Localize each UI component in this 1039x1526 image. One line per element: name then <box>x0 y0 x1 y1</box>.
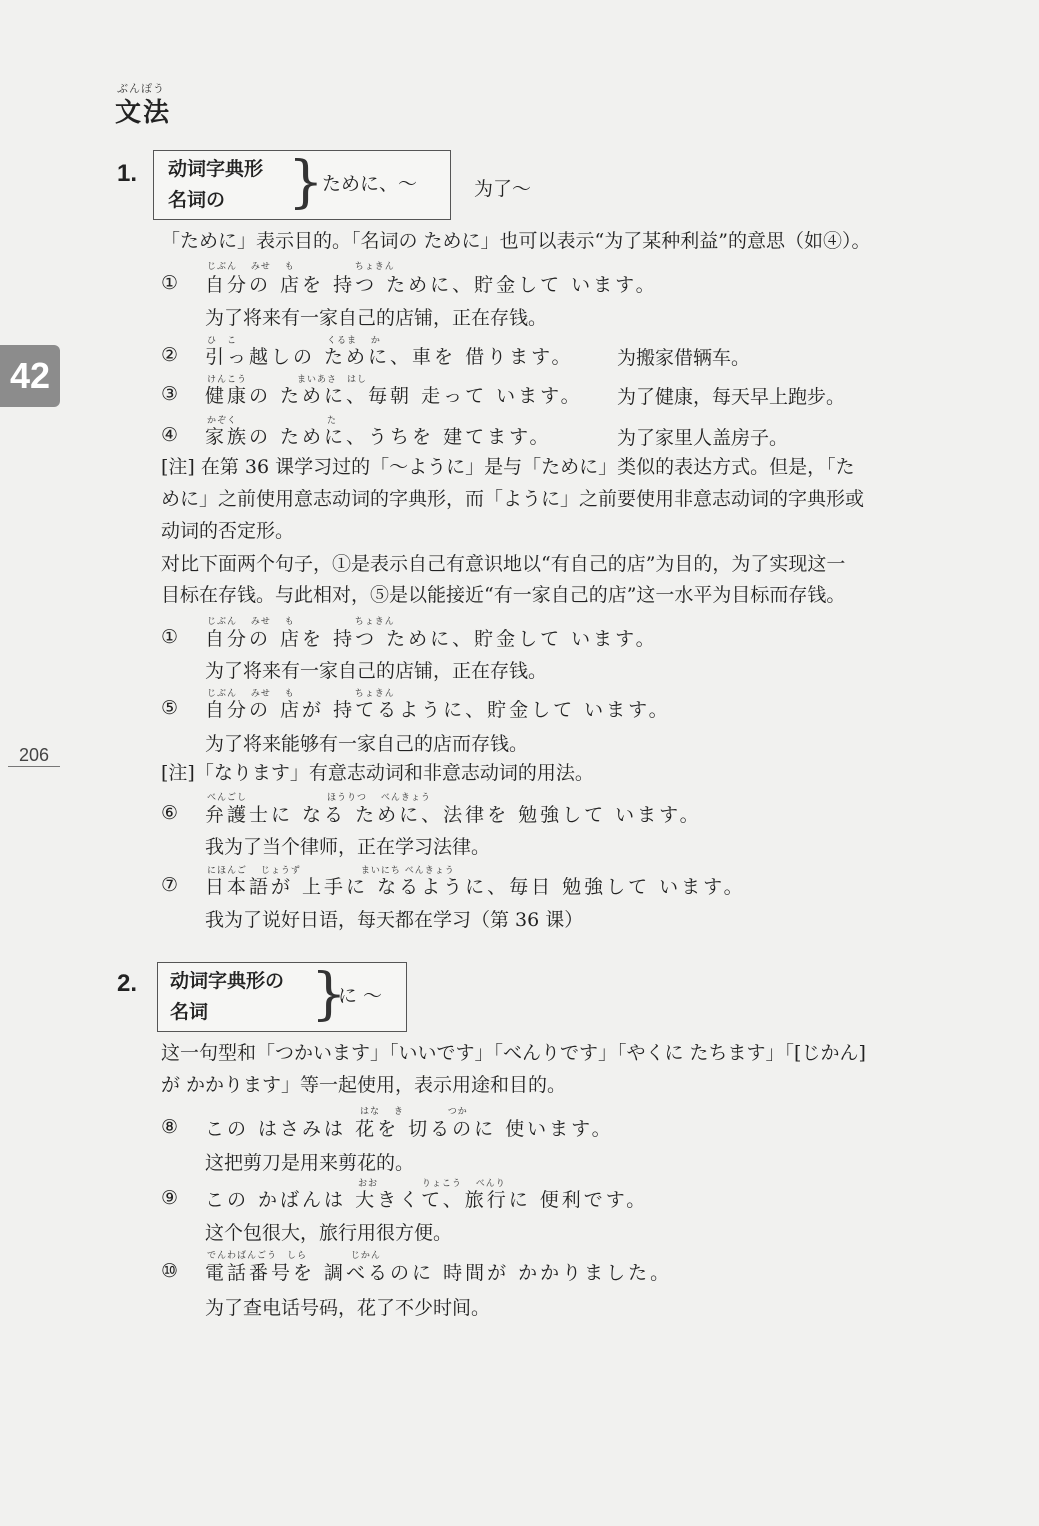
example-number: ⑧ <box>161 1116 179 1138</box>
section2-number: 2. <box>117 970 138 997</box>
section1-translation: 为了～ <box>474 178 532 200</box>
example-japanese: 日本語が 上手に なるように、毎日 勉強して います。 <box>205 876 746 898</box>
example-number: ② <box>161 344 179 366</box>
example-ruby: かぞく た <box>207 416 338 426</box>
section2-pattern-line1: 动词字典形の <box>170 970 285 992</box>
example-number: ① <box>161 626 179 648</box>
note1-line: めに」之前使用意志动词的字典形，而「ように」之前要使用非意志动词的字典形或 <box>161 488 865 510</box>
example-ruby: べんごし ほうりつ べんきょう <box>207 793 431 803</box>
section1-pattern-suffix: ために、～ <box>322 173 418 195</box>
section1-number: 1. <box>117 160 138 187</box>
example-japanese: 家族の ために、うちを 建てます。 <box>205 426 552 448</box>
section2-pattern-box <box>157 962 407 1032</box>
example-translation: 为了家里人盖房子。 <box>617 427 789 449</box>
chapter-tab: 42 <box>0 345 60 407</box>
example-ruby: でんわばんごう しら じかん <box>207 1251 381 1261</box>
example-number: ⑨ <box>161 1187 179 1209</box>
note2: [注]「なります」有意志动词和非意志动词的用法。 <box>161 762 594 784</box>
section1-pattern-box <box>153 150 451 220</box>
example-translation: 为了将来有一家自己的店铺，正在存钱。 <box>205 660 548 682</box>
example-ruby: ひ こ くるま か <box>207 336 381 346</box>
example-number: ⑤ <box>161 697 179 719</box>
section1-pattern-line1: 动词字典形 <box>168 158 264 180</box>
brace-icon: } <box>311 962 347 1027</box>
compare-line: 目标在存钱。与此相对，⑤是以能接近“有一家自己的店”这一水平为目标而存钱。 <box>161 584 846 606</box>
example-translation: 我为了说好日语，每天都在学习（第 36 课） <box>205 909 584 931</box>
example-japanese: 自分の 店を 持つ ために、貯金して います。 <box>205 628 658 650</box>
example-ruby: じぶん みせ も ちょきん <box>207 689 395 699</box>
example-translation: 为了健康，每天早上跑步。 <box>617 386 846 408</box>
example-translation: 为了查电话号码，花了不少时间。 <box>205 1297 491 1319</box>
example-number: ① <box>161 272 179 294</box>
example-ruby: じぶん みせ も ちょきん <box>207 617 395 627</box>
section2-pattern-line2: 名词 <box>170 1001 209 1023</box>
example-japanese: この はさみは 花を 切るのに 使います。 <box>205 1118 614 1140</box>
example-ruby: けんこう まいあさ はし <box>207 375 368 385</box>
example-japanese: 引っ越しの ために、車を 借ります。 <box>205 346 574 368</box>
example-japanese: 健康の ために、毎朝 走って います。 <box>205 385 583 407</box>
example-ruby: おお りょこう べんり <box>358 1179 506 1189</box>
brace-icon: } <box>288 150 324 215</box>
example-ruby: にほんご じょうず まいにち べんきょう <box>207 866 455 876</box>
section2-intro-line: が かかります」等一起使用，表示用途和目的。 <box>161 1074 567 1096</box>
example-number: ③ <box>161 383 179 405</box>
example-japanese: 電話番号を 調べるのに 時間が かかりました。 <box>205 1262 673 1284</box>
example-number: ⑩ <box>161 1260 179 1282</box>
example-translation: 我为了当个律师，正在学习法律。 <box>205 836 491 858</box>
compare-line: 对比下面两个句子，①是表示自己有意识地以“有自己的店”为目的，为了实现这一 <box>161 553 846 575</box>
note1-line: 动词的否定形。 <box>161 520 295 542</box>
example-translation: 为搬家借辆车。 <box>617 347 751 369</box>
example-japanese: 自分の 店を 持つ ために、貯金して います。 <box>205 274 658 296</box>
example-translation: 这个包很大，旅行用很方便。 <box>205 1222 453 1244</box>
section1-pattern-line2: 名词の <box>168 189 226 211</box>
example-japanese: 自分の 店が 持てるように、貯金して います。 <box>205 699 671 721</box>
example-number: ⑥ <box>161 802 179 824</box>
example-translation: 为了将来能够有一家自己的店而存钱。 <box>205 733 529 755</box>
title-ruby: ぶんぽう <box>117 82 165 95</box>
example-ruby: はな き つか <box>360 1107 468 1117</box>
example-number: ⑦ <box>161 874 179 896</box>
section2-intro-line: 这一句型和「つかいます」「いいです」「べんりです」「やくに たちます」「[じかん] <box>161 1042 866 1064</box>
example-japanese: 弁護士に なる ために、法律を 勉強して います。 <box>205 804 702 826</box>
example-number: ④ <box>161 424 179 446</box>
page-title: 文法 <box>115 98 172 128</box>
section1-intro: 「ために」表示目的。「名词の ために」也可以表示“为了某种利益”的意思（如④）。 <box>161 230 871 252</box>
example-translation: 这把剪刀是用来剪花的。 <box>205 1152 415 1174</box>
example-japanese: この かばんは 大きくて、旅行に 便利です。 <box>205 1189 649 1211</box>
example-ruby: じぶん みせ も ちょきん <box>207 262 395 272</box>
page-number: 206 <box>8 745 60 767</box>
section2-pattern-suffix: に ～ <box>338 985 383 1007</box>
example-translation: 为了将来有一家自己的店铺，正在存钱。 <box>205 307 548 329</box>
note1-line: [注] 在第 36 课学习过的「～ように」是与「ために」类似的表达方式。但是，「た <box>161 456 855 478</box>
